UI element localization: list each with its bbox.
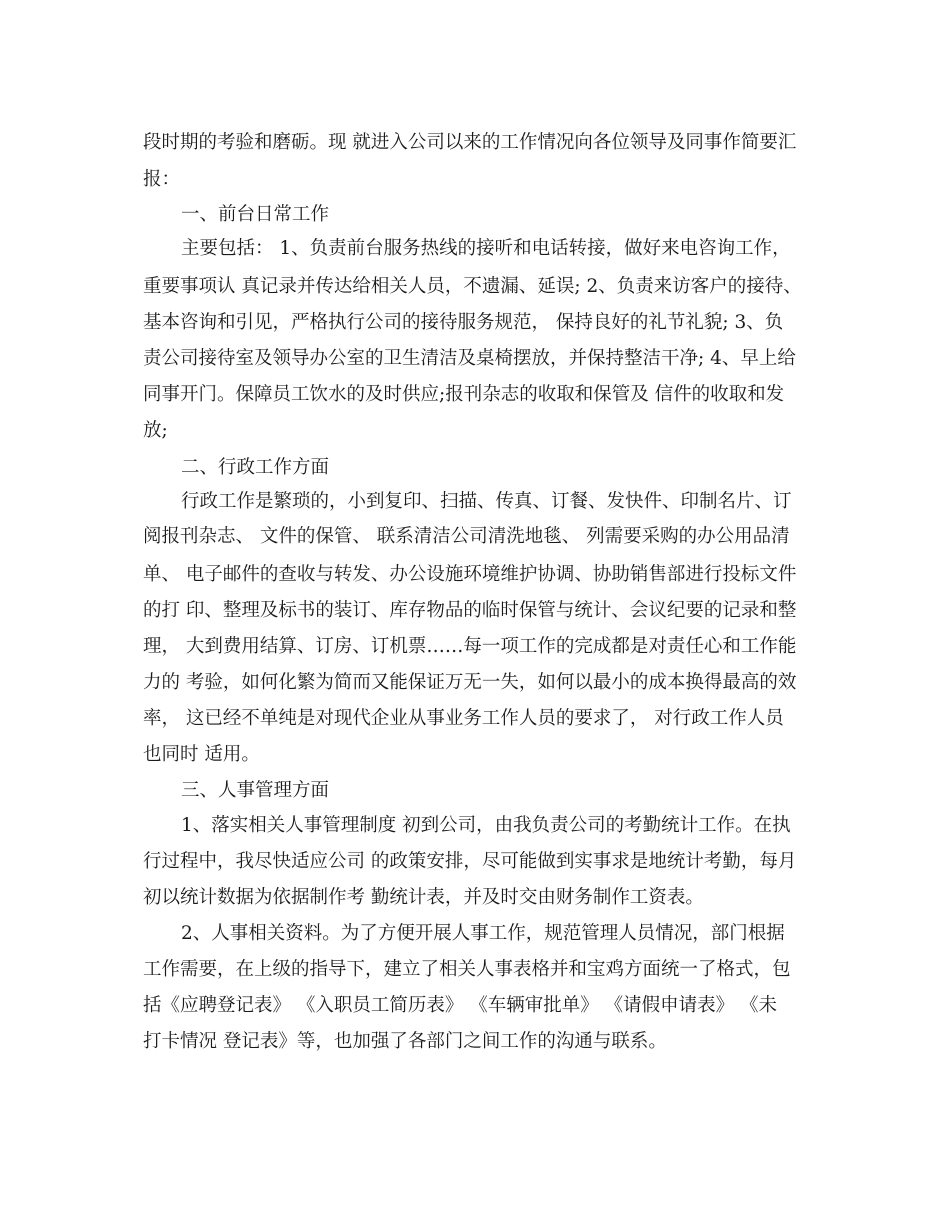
text-line: 主要包括： 1、负责前台服务热线的接听和电话转接，做好来电咨询工作， <box>181 238 791 259</box>
text-line: 放; <box>143 420 168 441</box>
text-line: 重要事项认 真记录并传达给相关人员，不遗漏、延误; 2、负责来访客户的接待、 <box>143 276 802 297</box>
section-heading: 三、人事管理方面 <box>181 780 330 801</box>
text-line: 的打 印、整理及标书的装订、库存物品的临时保管与统计、会议纪要的记录和整 <box>143 600 797 621</box>
text-line: 也同时 适用。 <box>143 744 260 765</box>
text-line: 打卡情况 登记表》等，也加强了各部门之间工作的沟通与联系。 <box>143 1031 667 1052</box>
text-line: 2、人事相关资料。为了方便开展人事工作，规范管理人员情况，部门根据 <box>181 923 785 944</box>
text-line: 基本咨询和引见，严格执行公司的接待服务规范， 保持良好的礼节礼貌; 3、负 <box>143 312 784 333</box>
text-line: 工作需要，在上级的指导下，建立了相关人事表格并和宝鸡方面统一了格式，包 <box>143 959 791 980</box>
section-heading: 二、行政工作方面 <box>181 457 330 478</box>
text-line: 率， 这已经不单纯是对现代企业从事业务工作人员的要求了， 对行政工作人员 <box>143 708 784 729</box>
text-line: 单、 电子邮件的查收与转发、办公设施环境维护协调、协助销售部进行投标文件 <box>143 564 797 585</box>
text-line: 1、落实相关人事管理制度 初到公司，由我负责公司的考勤统计工作。在执 <box>181 815 791 836</box>
text-line: 同事开门。保障员工饮水的及时供应;报刊杂志的收取和保管及 信件的收取和发 <box>143 384 785 405</box>
text-line: 括《应聘登记表》 《入职员工简历表》 《车辆审批单》 《请假申请表》 《未 <box>143 995 778 1016</box>
text-line: 报： <box>143 169 181 190</box>
text-line: 行过程中，我尽快适应公司 的政策安排，尽可能做到实事求是地统计考勤，每月 <box>143 851 797 872</box>
text-line: 责公司接待室及领导办公室的卫生清洁及桌椅摆放，并保持整洁干净; 4、早上给 <box>143 348 796 369</box>
text-line: 理， 大到费用结算、订房、订机票……每一项工作的完成都是对责任心和工作能 <box>143 636 797 657</box>
text-line: 初以统计数据为依据制作考 勤统计表，并及时交由财务制作工资表。 <box>143 887 704 908</box>
text-line: 力的 考验，如何化繁为简而又能保证万无一失，如何以最小的成本换得最高的效 <box>143 672 797 693</box>
section-heading: 一、前台日常工作 <box>181 204 330 225</box>
text-line: 行政工作是繁琐的，小到复印、扫描、传真、订餐、发快件、印制名片、订 <box>181 491 792 512</box>
text-line: 阅报刊杂志、 文件的保管、 联系清洁公司清洗地毯、 列需要采购的办公用品清 <box>143 526 790 547</box>
text-line: 段时期的考验和磨砺。现 就进入公司以来的工作情况向各位领导及同事作简要汇 <box>143 132 797 153</box>
